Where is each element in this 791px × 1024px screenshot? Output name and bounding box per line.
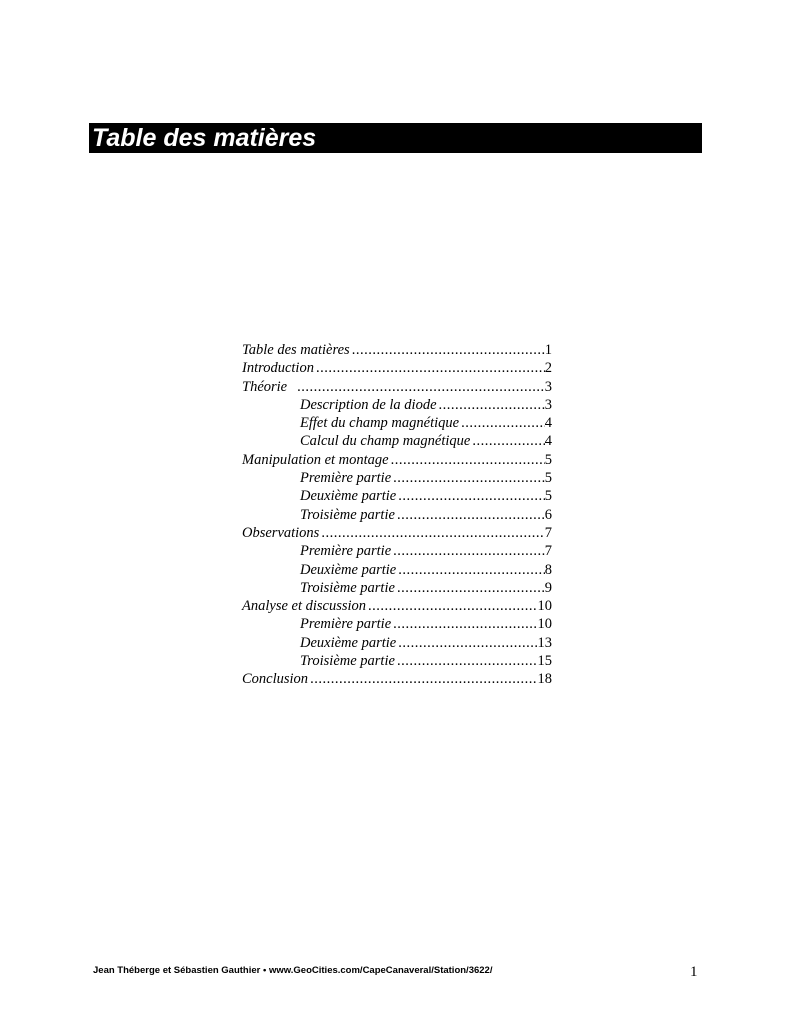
- page-title-bar: [89, 123, 702, 153]
- toc-entry[interactable]: [242, 579, 552, 597]
- toc-entry-label: Observations: [242, 524, 320, 541]
- toc-entry[interactable]: [242, 597, 552, 615]
- toc-dot-leader: [391, 542, 545, 560]
- toc-entry-label: Conclusion: [242, 671, 309, 688]
- toc-entry-label: Description de la diode: [300, 396, 437, 413]
- toc-entry-label: Deuxième partie: [300, 488, 397, 505]
- toc-entry[interactable]: [242, 652, 552, 670]
- toc-entry-page: 4: [544, 415, 552, 432]
- toc-entry-label: Deuxième partie: [300, 634, 397, 651]
- toc-dot-leader: [459, 414, 545, 432]
- toc-dot-leader: [470, 432, 544, 450]
- page-title: Table des matières: [92, 124, 317, 152]
- toc-entry-page: 5: [544, 488, 552, 505]
- toc-entry-page: 4: [544, 433, 552, 450]
- toc-entry-label: Théorie: [242, 378, 288, 395]
- toc-entry-label: Première partie: [300, 543, 392, 560]
- toc-dot-leader: [391, 469, 545, 487]
- toc-entry-label: Effet du champ magnétique: [300, 415, 460, 432]
- toc-entry-page: 10: [537, 616, 552, 633]
- toc-entry-page: 1: [544, 342, 552, 358]
- toc-dot-leader: [396, 634, 537, 652]
- toc-entry-label: Introduction: [242, 360, 314, 377]
- toc-entry[interactable]: [242, 615, 552, 633]
- toc-entry-label: Analyse et discussion: [242, 598, 367, 615]
- toc-dot-leader: [389, 451, 545, 469]
- toc-entry[interactable]: [242, 396, 552, 414]
- toc-entry-page: 10: [537, 598, 552, 615]
- table-of-contents: [242, 341, 552, 689]
- toc-entry[interactable]: [242, 451, 552, 469]
- toc-entry[interactable]: [242, 378, 552, 396]
- toc-entry-label: Troisième partie: [300, 506, 395, 523]
- toc-entry-label: Troisième partie: [300, 579, 395, 596]
- toc-entry-page: 15: [537, 653, 552, 670]
- toc-dot-leader: [350, 341, 545, 359]
- toc-dot-leader: [437, 396, 545, 414]
- toc-dot-leader: [395, 506, 545, 524]
- toc-entry[interactable]: [242, 670, 552, 688]
- toc-entry-label: Première partie: [300, 616, 392, 633]
- toc-entry[interactable]: [242, 359, 552, 377]
- toc-entry-label: Calcul du champ magnétique: [300, 433, 471, 450]
- toc-dot-leader: [366, 597, 537, 615]
- toc-entry-label: Troisième partie: [300, 653, 395, 670]
- toc-entry[interactable]: [242, 341, 552, 359]
- toc-entry[interactable]: [242, 634, 552, 652]
- toc-entry-label: Première partie: [300, 470, 392, 487]
- toc-entry-page: 9: [544, 579, 552, 596]
- toc-dot-leader: [395, 652, 538, 670]
- toc-entry[interactable]: [242, 469, 552, 487]
- toc-entry-page: 8: [544, 561, 552, 578]
- toc-entry-page: 6: [544, 506, 552, 523]
- toc-entry[interactable]: [242, 432, 552, 450]
- toc-entry-page: 13: [537, 634, 552, 651]
- toc-entry-page: 3: [544, 396, 552, 413]
- toc-entry-page: 3: [544, 378, 552, 395]
- toc-entry[interactable]: [242, 561, 552, 579]
- toc-dot-leader: [319, 524, 544, 542]
- toc-entry[interactable]: [242, 487, 552, 505]
- toc-dot-leader: [396, 561, 545, 579]
- toc-entry[interactable]: [242, 506, 552, 524]
- page-footer: Jean Théberge et Sébastien Gauthier • www.GeoCities.com/CapeCanaveral/Station/3622/: [93, 965, 493, 976]
- page-number: 1: [690, 964, 698, 980]
- toc-entry-label: Table des matières: [242, 342, 350, 358]
- toc-entry-page: 2: [544, 360, 552, 377]
- toc-entry-page: 7: [544, 524, 552, 541]
- toc-entry-label: Deuxième partie: [300, 561, 397, 578]
- toc-entry-page: 5: [544, 451, 552, 468]
- toc-entry[interactable]: [242, 542, 552, 560]
- toc-dot-leader: [314, 359, 545, 377]
- toc-entry-page: 5: [544, 470, 552, 487]
- toc-entry[interactable]: [242, 414, 552, 432]
- toc-dot-leader: [287, 378, 545, 396]
- toc-entry-page: 18: [537, 671, 552, 688]
- toc-dot-leader: [395, 579, 545, 597]
- toc-dot-leader: [396, 487, 545, 505]
- toc-dot-leader: [391, 615, 537, 633]
- toc-entry[interactable]: [242, 524, 552, 542]
- toc-entry-label: Manipulation et montage: [242, 451, 389, 468]
- toc-entry-page: 7: [544, 543, 552, 560]
- toc-dot-leader: [308, 670, 537, 688]
